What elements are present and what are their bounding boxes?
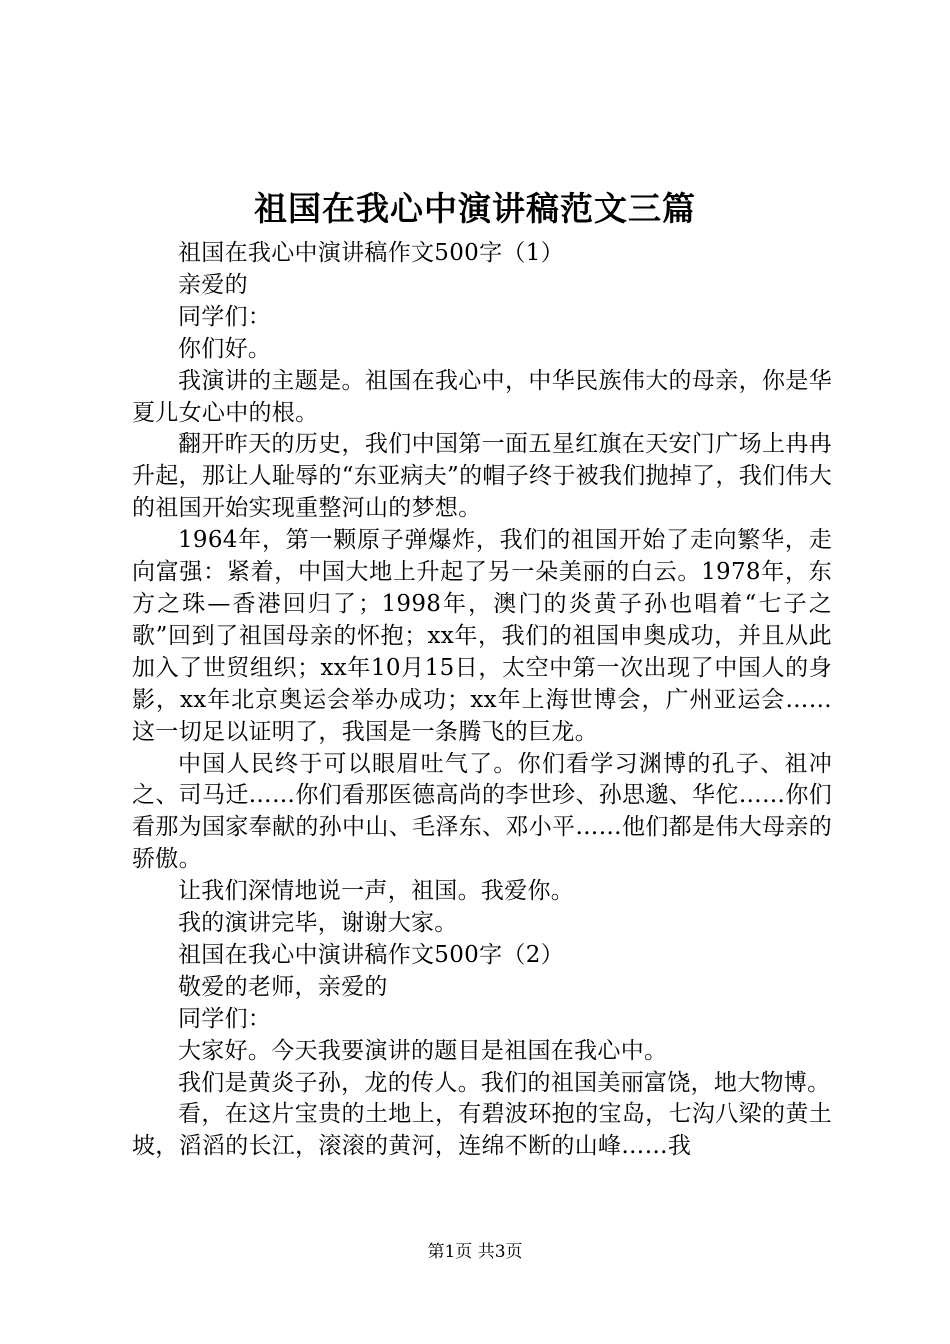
paragraph: 让我们深情地说一声，祖国。我爱你。 xyxy=(178,878,575,905)
paragraph: 祖国在我心中演讲稿作文500字（2） xyxy=(178,941,564,968)
paragraph: 你们好。 xyxy=(178,335,272,362)
paragraph: 1964年，第一颗原子弹爆炸，我们的祖国开始了走向繁华，走向富强：紧着，中国大地上升起了另一朵美丽的白云。1978年，东方之珠—香港回归了；1998年，澳门的炎黄子孙也唱着“七子之歌”回到了祖国母亲的怀抱；xx年，我们的祖国申奥成功，并且从此加入了世贸组织；xx年10月15日，太空中第一次出现了中国人的身影，xx年北京奥运会举办成功；xx年上海世博会，广州亚运会……这一切足以证明了，我国是一条腾飞的巨龙。 xyxy=(132,527,832,745)
paragraph: 祖国在我心中演讲稿作文500字（1） xyxy=(178,240,564,266)
paragraph: 我演讲的主题是。祖国在我心中，中华民族伟大的母亲，你是华夏儿女心中的根。 xyxy=(132,367,832,426)
page-footer: 第1页 共3页 xyxy=(427,1242,523,1262)
document-title: 祖国在我心中演讲稿范文三篇 xyxy=(254,189,696,228)
paragraph: 同学们： xyxy=(178,1005,272,1032)
document-body xyxy=(132,238,832,1163)
paragraph: 大家好。今天我要演讲的题目是祖国在我心中。 xyxy=(178,1037,668,1064)
paragraph: 敬爱的老师，亲爱的 xyxy=(178,973,388,1000)
paragraph: 翻开昨天的历史，我们中国第一面五星红旗在天安门广场上冉冉升起，那让人耻辱的“东亚病夫”的帽子终于被我们抛掉了，我们伟大的祖国开始实现重整河山的梦想。 xyxy=(132,431,832,522)
paragraph: 同学们： xyxy=(178,303,272,330)
paragraph: 看，在这片宝贵的土地上，有碧波环抱的宝岛，七沟八梁的黄土坡，滔滔的长江，滚滚的黄河，连绵不断的山峰……我 xyxy=(132,1101,832,1160)
paragraph: 我的演讲完毕，谢谢大家。 xyxy=(178,910,458,937)
paragraph: 中国人民终于可以眼眉吐气了。你们看学习渊博的孔子、祖冲之、司马迁……你们看那医德高尚的李世珍、孙思邈、华佗……你们看那为国家奉献的孙中山、毛泽东、邓小平……他们都是伟大母亲的骄傲。 xyxy=(132,750,832,873)
paragraph: 我们是黄炎子孙，龙的传人。我们的祖国美丽富饶，地大物博。 xyxy=(178,1069,831,1096)
paragraph: 亲爱的 xyxy=(178,271,248,298)
